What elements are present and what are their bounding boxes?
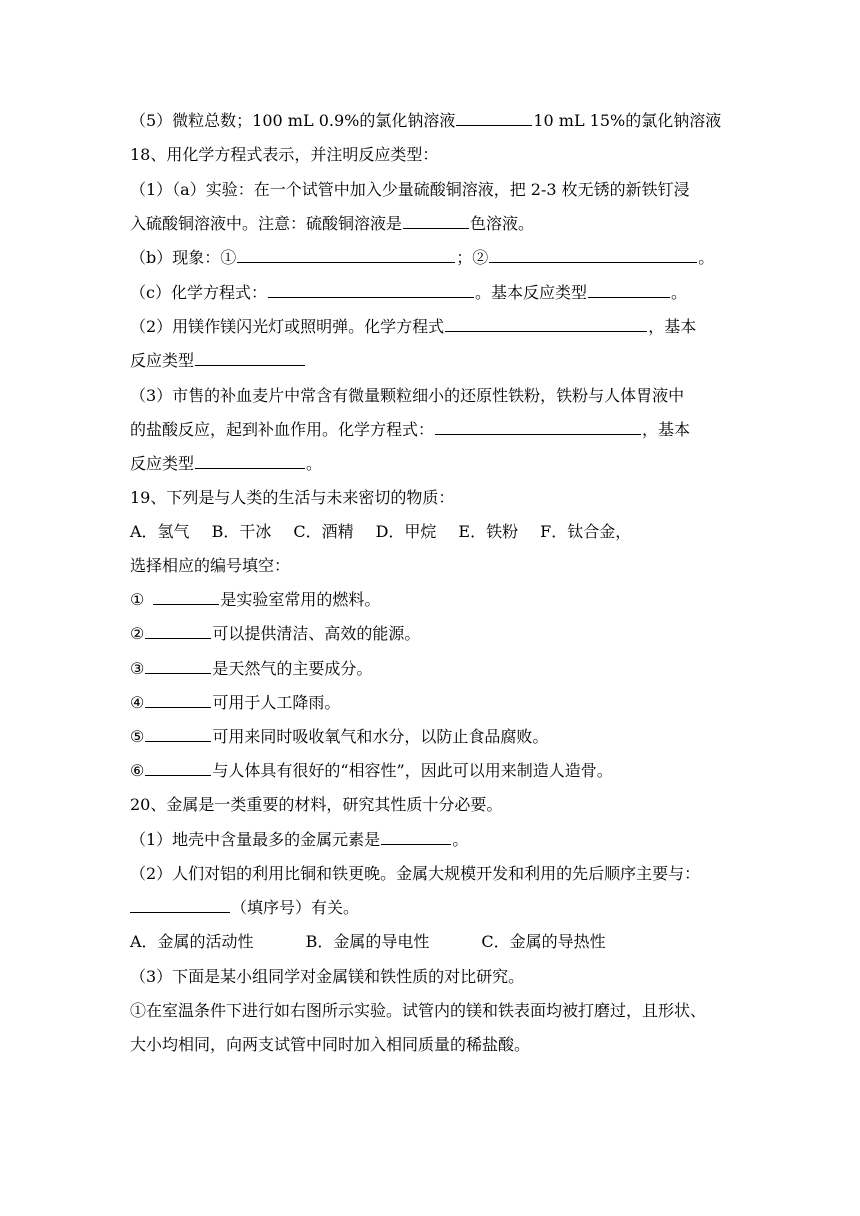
answer-blank[interactable]: [435, 419, 641, 435]
answer-blank[interactable]: [445, 316, 647, 332]
q20-2-line2: （填序号）有关。: [130, 897, 359, 919]
q19-heading: 19、下列是与人类的生活与未来密切的物质：: [130, 488, 455, 507]
answer-blank[interactable]: [381, 829, 451, 845]
q19-item-4: ④ 可用于人工降雨。: [130, 693, 341, 712]
q18-heading: 18、用化学方程式表示，并注明反应类型：: [130, 145, 439, 164]
q19-item-6: ⑥ 与人体具有很好的“相容性”，因此可以用来制造人造骨。: [130, 761, 613, 780]
answer-blank[interactable]: [195, 350, 305, 366]
q17-item-5: （5）微粒总数；100 mL 0.9%的氯化钠溶液 10 mL 15%的氯化钠溶液: [130, 111, 722, 130]
q19-instruction: 选择相应的编号填空：: [130, 556, 291, 575]
q19-item-3: ③ 是天然气的主要成分。: [130, 659, 373, 678]
q20-heading: 20、金属是一类重要的材料，研究其性质十分必要。: [130, 795, 503, 814]
q19-item-1: ① 是实验室常用的燃料。: [130, 590, 381, 609]
q20-3-1-line1: ①在室温条件下进行如右图所示实验。试管内的镁和铁表面均被打磨过，且形状、: [130, 1001, 707, 1020]
answer-blank[interactable]: [403, 213, 469, 229]
q20-3: （3）下面是某小组同学对金属镁和铁性质的对比研究。: [130, 967, 525, 986]
q18-3-line3: 反应类型 。: [130, 454, 323, 473]
answer-blank[interactable]: [489, 247, 697, 263]
q18-1a-line2: 入硫酸铜溶液中。注意：硫酸铜溶液是 色溶液。: [130, 214, 535, 233]
answer-blank[interactable]: [268, 282, 474, 298]
q18-2-line1: （2）用镁作镁闪光灯或照明弹。化学方程式 ，基本: [130, 317, 697, 336]
q20-options: A．金属的活动性 B．金属的导电性 C．金属的导热性: [130, 932, 606, 951]
q19-item-2: ② 可以提供清洁、高效的能源。: [130, 624, 421, 643]
q18-1c: （c）化学方程式： 。基本反应类型 。: [130, 283, 687, 302]
answer-blank[interactable]: [588, 282, 670, 298]
q20-3-1-line2: 大小均相同，向两支试管中同时加入相同质量的稀盐酸。: [130, 1035, 531, 1054]
q19-item-5: ⑤ 可用来同时吸收氧气和水分，以防止食品腐败。: [130, 727, 549, 746]
q18-1b: （b）现象：① ；② 。: [130, 248, 715, 267]
answer-blank[interactable]: [456, 110, 532, 126]
answer-blank[interactable]: [195, 453, 305, 469]
q20-1: （1）地壳中含量最多的金属元素是 。: [130, 830, 469, 849]
q19-options: A．氢气 B．干冰 C．酒精 D．甲烷 E．铁粉 F．钛合金，: [130, 522, 632, 541]
answer-blank[interactable]: [145, 623, 211, 639]
answer-blank[interactable]: [145, 658, 211, 674]
q18-3-line2: 的盐酸反应，起到补血作用。化学方程式： ，基本: [130, 420, 691, 439]
answer-blank[interactable]: [145, 760, 211, 776]
answer-blank[interactable]: [153, 589, 219, 605]
q18-2-line2: 反应类型: [130, 350, 306, 372]
q18-1a-line1: （1）（a）实验：在一个试管中加入少量硫酸铜溶液，把 2-3 枚无锈的新铁钉浸: [130, 180, 690, 199]
q20-2-line1: （2）人们对铝的利用比铜和铁更晚。金属大规模开发和利用的先后顺序主要与：: [130, 864, 701, 883]
q18-3-line1: （3）市售的补血麦片中常含有微量颗粒细小的还原性铁粉，铁粉与人体胃液中: [130, 386, 685, 405]
answer-blank[interactable]: [145, 726, 211, 742]
answer-blank[interactable]: [237, 247, 455, 263]
answer-blank[interactable]: [130, 897, 230, 913]
answer-blank[interactable]: [145, 692, 211, 708]
